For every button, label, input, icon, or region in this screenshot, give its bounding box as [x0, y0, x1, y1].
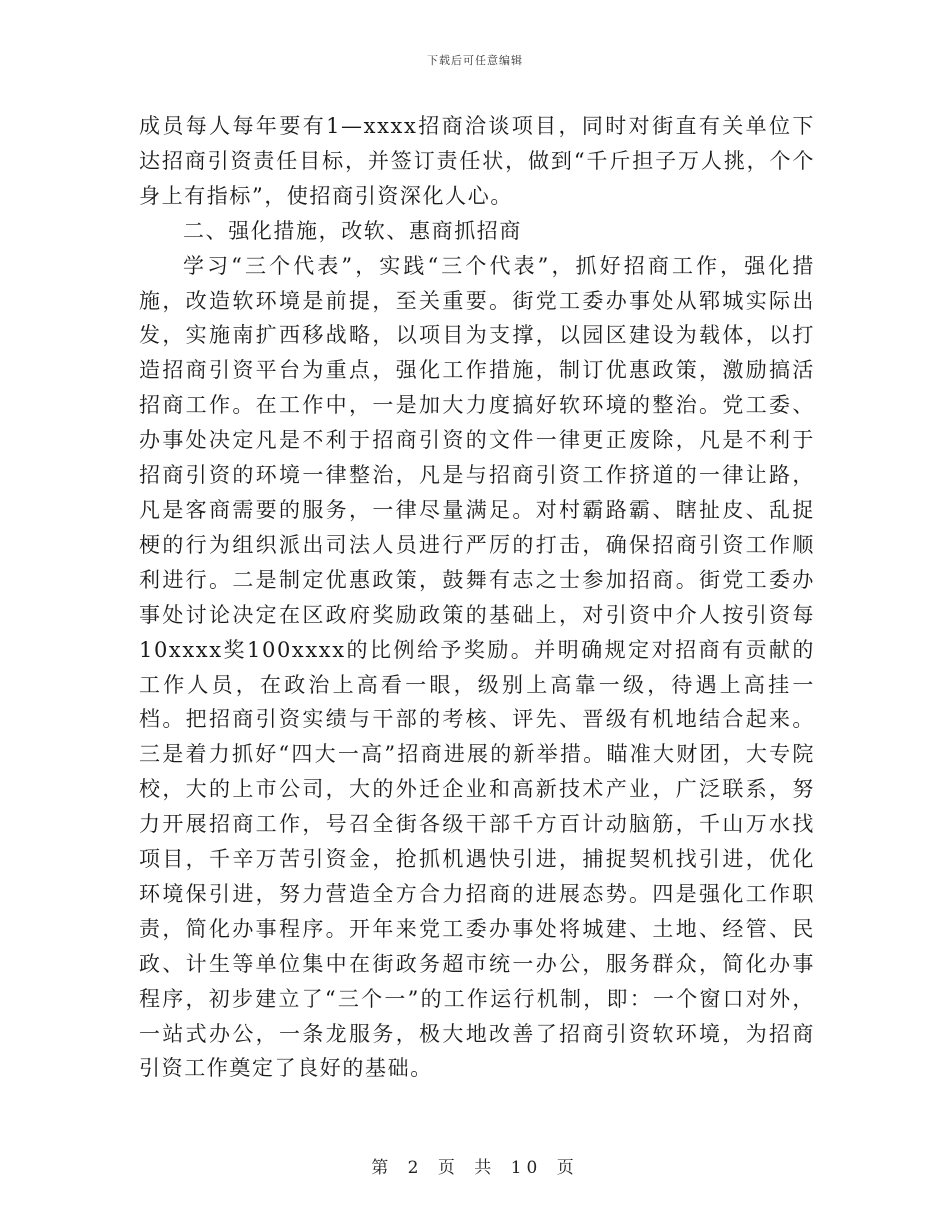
paragraph-main: 学习“三个代表”，实践“三个代表”，抓好招商工作，强化措施，改造软环境是前提，至关重要。街党工委办事处从郓城实际出发，实施南扩西移战略，以项目为支撑，以园区建设为载体，以打造招商引资平台为重点，强化工作措施，制订优惠政策，激励搞活招商工作。在工作中，一是加大力度搞好软环境的整治。党工委、办事处决定凡是不利于招商引资的文件一律更正废除，凡是不利于招商引资的环境一律整治，凡是与招商引资工作挤道的一律让路，凡是客商需要的服务，一律尽量满足。对村霸路霸、瞎扯皮、乱捉梗的行为组织派出司法人员进行严厉的打击，确保招商引资工作顺利进行。二是制定优惠政策，鼓舞有志之士参加招商。街党工委办事处讨论决定在区政府奖励政策的基础上，对引资中介人按引资每10xxxx奖100xxxx的比例给予奖励。并明确规定对招商有贡献的工作人员，在政治上高看一眼，级别上高靠一级，待遇上高挂一档。把招商引资实绩与干部的考核、评先、晋级有机地结合起来。三是着力抓好“四大一高”招商进展的新举措。瞄准大财团，大专院校，大的上市公司，大的外迁企业和高新技术产业，广泛联系，努力开展招商工作，号召全街各级干部千方百计动脑筋，千山万水找项目，千辛万苦引资金，抢抓机遇快引进，捕捉契机找引进，优化环境保引进，努力营造全方合力招商的进展态势。四是强化工作职责，简化办事程序。开年来党工委办事处将城建、土地、经管、民政、计生等单位集中在街政务超市统一办公，服务群众，简化办事程序，初步建立了“三个一”的工作运行机制，即：一个窗口对外，一站式办公，一条龙服务，极大地改善了招商引资软环境，为招商引资工作奠定了良好的基础。 [139, 253, 815, 1081]
paragraph-continuation: 成员每人每年要有1—xxxx招商洽谈项目，同时对街直有关单位下达招商引资责任目标，并签订责任状，做到“千斤担子万人挑，个个身上有指标”，使招商引资深化人心。 [139, 114, 815, 208]
page-header: 下载后可任意编辑 [427, 54, 523, 67]
page-footer: 第 2 页 共 10 页 [371, 1158, 579, 1178]
document-body [139, 109, 815, 1086]
section-heading: 二、强化措施，改软、惠商抓招商 [183, 218, 522, 243]
